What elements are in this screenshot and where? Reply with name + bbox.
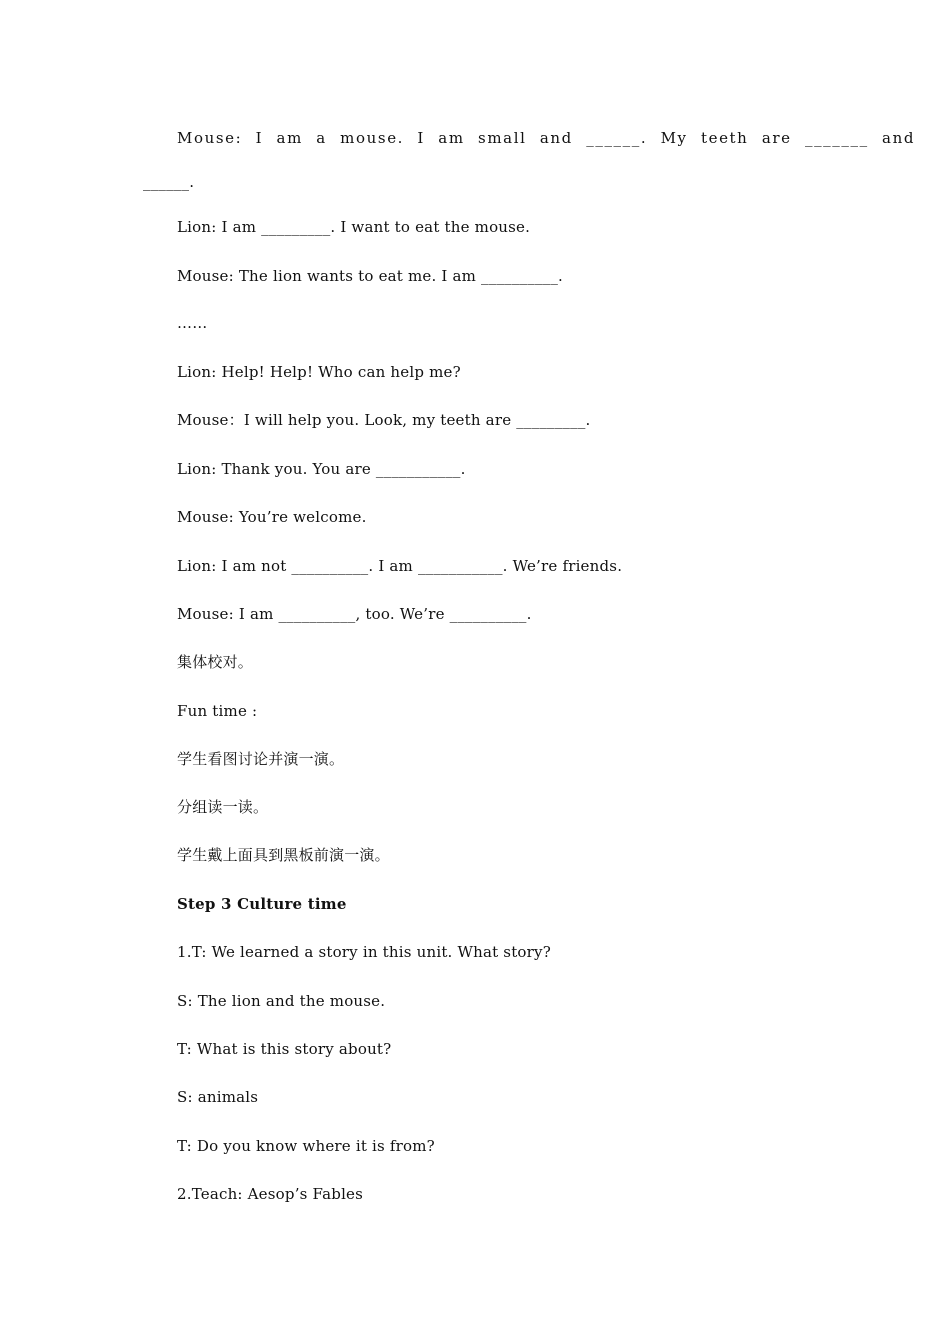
culture-line-4: S: animals [177, 1088, 259, 1106]
culture-line-6: 2.Teach: Aesop’s Fables [177, 1185, 364, 1203]
instruction-check: 集体校对。 [177, 653, 254, 671]
culture-line-1: 1.T: We learned a story in this unit. What story? [177, 943, 551, 961]
instruction-discuss-act: 学生看图讨论并演一演。 [177, 750, 345, 768]
dialogue-line-mouse-intro: Mouse: I am a mouse. I am small and ______. My teeth are _______ and [177, 129, 916, 147]
dialogue-line-lion-friends: Lion: I am not __________. I am ___________. We’re friends. [177, 557, 623, 575]
culture-line-5: T: Do you know where it is from? [177, 1137, 435, 1155]
step-3-heading: Step 3 Culture time [177, 895, 347, 913]
section-fun-time: Fun time : [177, 702, 258, 720]
dialogue-line-lion-want: Lion: I am _________. I want to eat the mouse. [177, 218, 531, 236]
dialogue-line-lion-thanks: Lion: Thank you. You are ___________. [177, 460, 466, 478]
dialogue-line-mouse-intro-continued: ______. [143, 173, 195, 191]
ellipsis: …… [177, 314, 208, 332]
dialogue-line-mouse-welcome: Mouse: You’re welcome. [177, 508, 367, 526]
dialogue-line-mouse-friends: Mouse: I am __________, too. We’re __________. [177, 605, 532, 623]
instruction-mask-act: 学生戴上面具到黑板前演一演。 [177, 846, 390, 864]
dialogue-line-mouse-help: Mouse：I will help you. Look, my teeth are _________. [177, 411, 591, 429]
dialogue-line-lion-help: Lion: Help! Help! Who can help me? [177, 363, 461, 381]
culture-line-2: S: The lion and the mouse. [177, 992, 386, 1010]
dialogue-line-mouse-afraid: Mouse: The lion wants to eat me. I am __________. [177, 267, 564, 285]
instruction-group-read: 分组读一读。 [177, 798, 269, 816]
culture-line-3: T: What is this story about? [177, 1040, 392, 1058]
